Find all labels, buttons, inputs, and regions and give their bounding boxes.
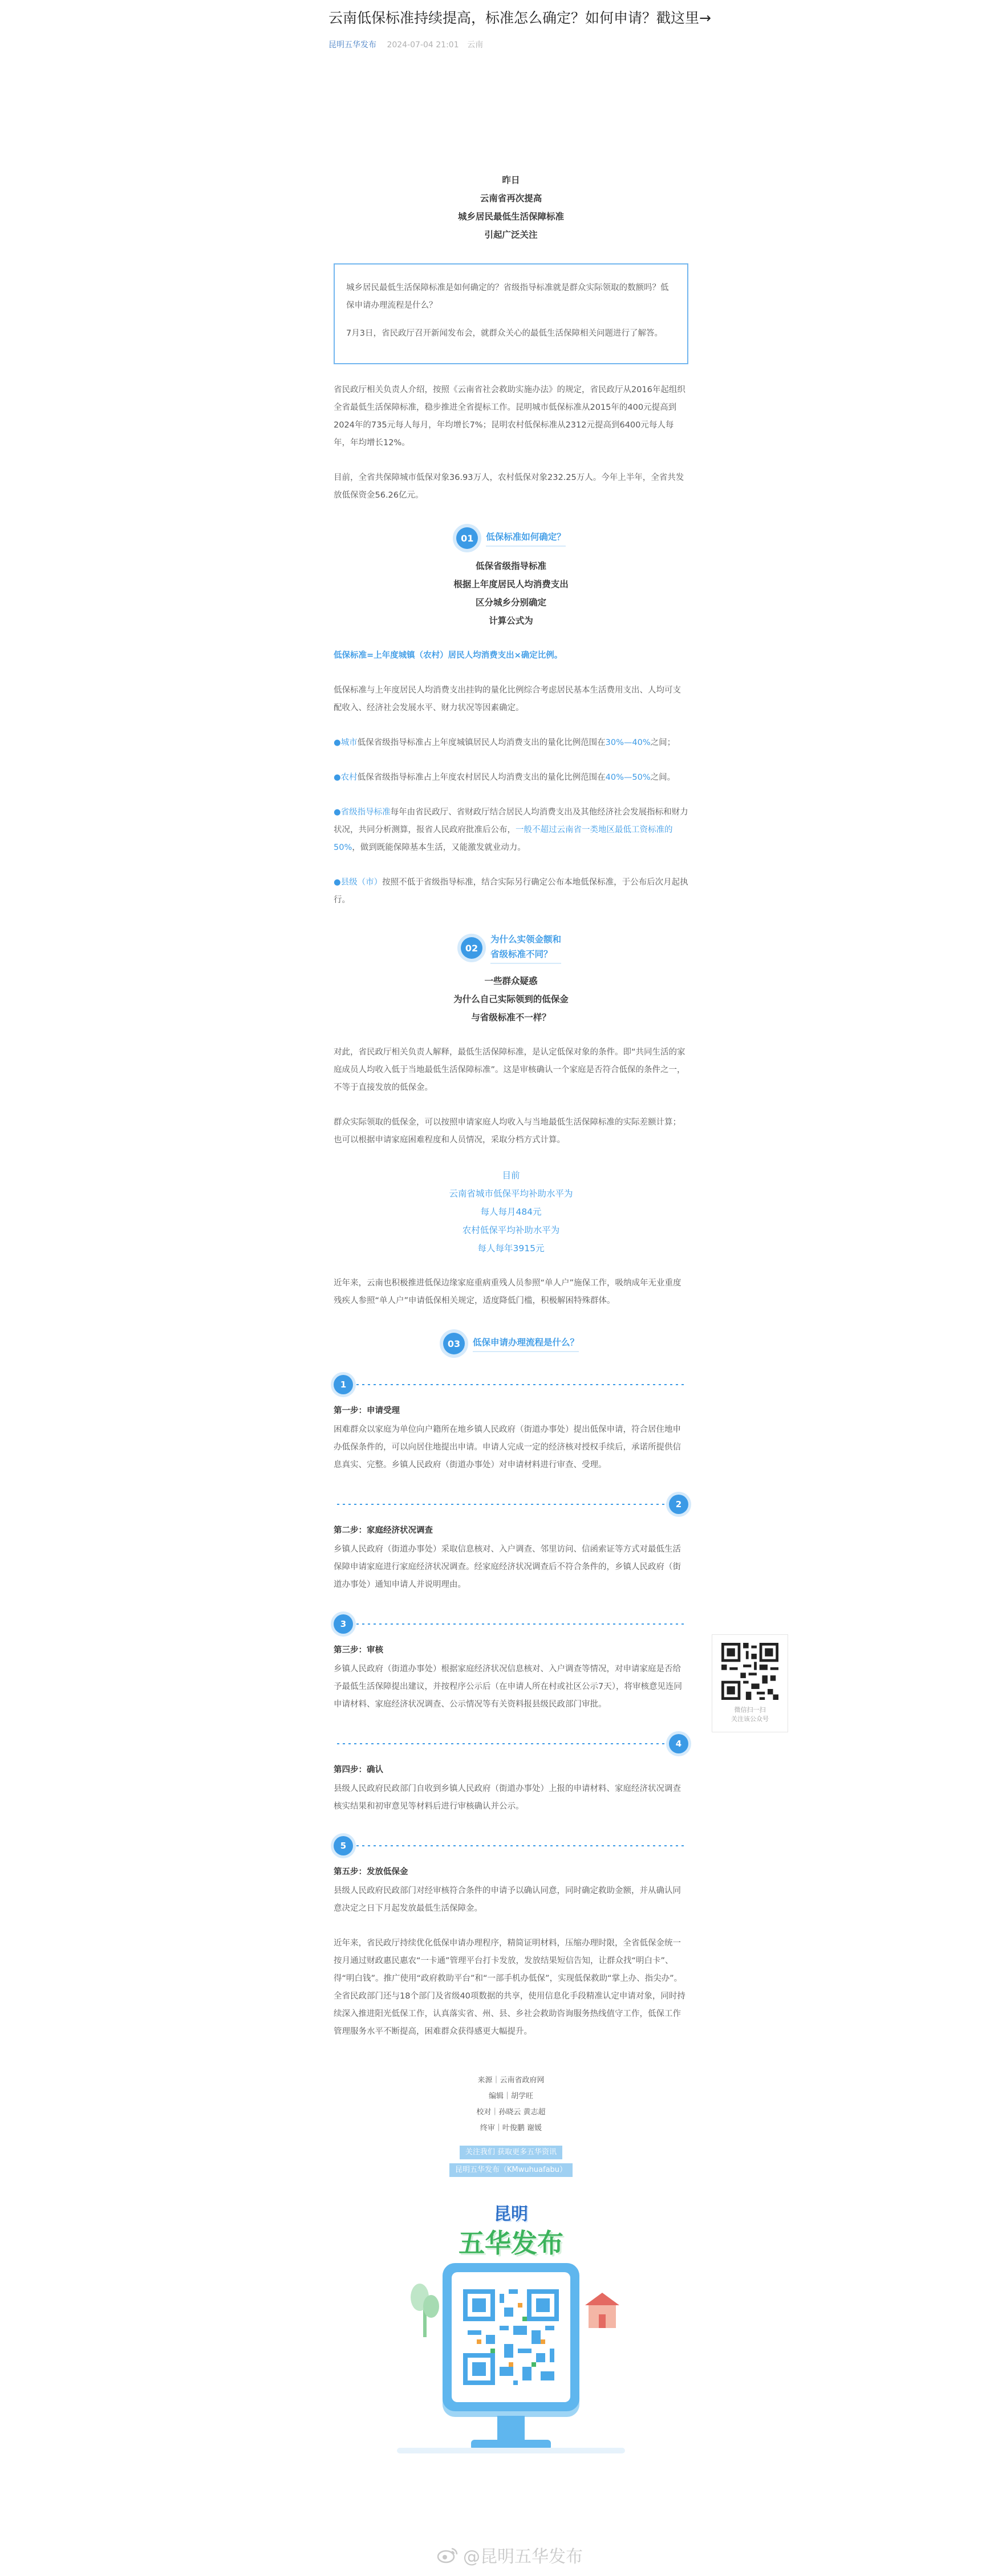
- bullet-label: ●省级指导标准: [334, 808, 391, 817]
- article-source-link[interactable]: 昆明五华发布: [328, 40, 376, 50]
- poster-logo: [431, 2200, 591, 2257]
- process-step: [334, 1495, 688, 1594]
- step-badge: [334, 1836, 688, 1855]
- qr-follow-card[interactable]: [712, 1634, 788, 1732]
- step-text: 乡镇人民政府（街道办事处）采取信息核对、入户调查、邻里访问、信函索证等方式对最低生活保障申请家庭进行家庭经济状况调查。经家庭经济状况调查后不符合条件的，乡镇人民政府（街道办事处）通知申请人并说明理由。: [334, 1545, 681, 1589]
- summary-line: 区分城乡分别确定: [475, 597, 546, 608]
- city-standard-paragraph: [334, 734, 688, 752]
- tablet-stand: [497, 2416, 525, 2443]
- section-title: [490, 932, 561, 964]
- step-text: 乡镇人民政府（街道办事处）根据家庭经济状况信息核对、入户调查等情况，对申请家庭是否给予最低生活保障提出建议，并按程序公示后（在申请人所在村或社区公示7天），将审核意见连同申请材料、家庭经济状况调查、公示情况等有关资料报县级民政部门审批。: [334, 1665, 682, 1709]
- wage-highlight: 一般不超过云南省一类地区最低工资标准的50%: [334, 825, 673, 852]
- weibo-icon: [437, 2546, 459, 2563]
- building-icon: [579, 2286, 625, 2331]
- bullet-tail: ，做到既能保障基本生活，又能激发就业动力。: [352, 843, 526, 852]
- qr-caption-line: 微信扫一扫: [734, 1706, 766, 1714]
- credit-line: 终审｜叶俊鹏 谢媛: [480, 2124, 542, 2133]
- bullet-text: 按照不低于省级指导标准，结合实际另行确定公布本地低保标准，于公布后次月起执行。: [334, 878, 688, 905]
- article-header: [328, 8, 785, 50]
- summary-paragraph: 城乡居民最低生活保障标准是如何确定的？省级指导标准就是群众实际领取的数额吗？低保申请办理流程是什么？: [346, 283, 669, 310]
- follow-tagline: [334, 2143, 688, 2179]
- body-paragraph: 低保标准与上年度居民人均消费支出挂钩的量化比例综合考虑居民基本生活费用支出、人均可支配收入、经济社会发展水平、财力状况等因素确定。: [334, 686, 681, 713]
- stats-line: 每人每年3915元: [477, 1243, 545, 1254]
- weibo-watermark: [437, 2541, 583, 2569]
- section-title: 低保标准如何确定？: [486, 530, 566, 547]
- article-title: 云南低保标准持续提高，标准怎么确定？如何申请？戳这里→: [328, 10, 711, 26]
- bullet-tail: 之间；: [650, 738, 676, 747]
- bullet-label: ●城市: [334, 738, 358, 747]
- summary-box: [334, 263, 688, 364]
- article-datetime: 2024-07-04 21:01: [387, 40, 459, 50]
- qr-card-caption: [720, 1706, 780, 1724]
- article-meta: [328, 39, 785, 50]
- county-standard-paragraph: [334, 874, 688, 909]
- bullet-label: ●县级（市）: [334, 878, 383, 887]
- intro-line: 云南省再次提高: [480, 193, 542, 204]
- bullet-text: 每年由省民政厅、省财政厅结合居民人均消费支出及其他经济社会发展指标和财力状况，共同分析测算，报省人民政府批准后公布，: [334, 808, 688, 835]
- plant-icon: [408, 2274, 443, 2337]
- qr-code-icon[interactable]: [463, 2284, 559, 2391]
- summary-paragraph: 7月3日，省民政厅召开新闻发布会，就群众关心的最低生活保障相关问题进行了解答。: [346, 329, 663, 338]
- body-paragraph: 近年来，省民政厅持续优化低保申请办理程序，精简证明材料，压缩办理时限，全省低保金统一按月通过财政惠民惠农“一卡通”管理平台打卡发放，发放结果短信告知，让群众找“明白卡”、得“明白钱”。推广使用“政府救助平台”和“一部手机办低保”，实现低保救助“掌上办、指尖办”。全省民政部门还与18个部门及省级40项数据的共享，使用信息化手段精准认定申请对象，同时持续深入推进阳光低保工作，认真落实省、州、县、乡社会救助咨询服务热线值守工作，低保工作管理服务水平不断提高，困难群众获得感更大幅提升。: [334, 1939, 685, 2036]
- credit-line: 来源｜云南省政府网: [477, 2076, 545, 2085]
- section-1-summary: [334, 557, 688, 630]
- rural-standard-paragraph: [334, 769, 688, 787]
- step-badge: [334, 1734, 688, 1753]
- bullet-text: 低保省级指导标准占上年度农村居民人均消费支出的量化比例范围在: [357, 773, 606, 782]
- subsidy-stats: [334, 1166, 688, 1258]
- body-paragraph: 群众实际领取的低保金，可以按照申请家庭人均收入与当地最低生活保障标准的实际差额计算；也可以根据申请家庭困难程度和人员情况，采取分档方式计算。: [334, 1118, 681, 1145]
- section-number-badge: 03: [443, 1333, 465, 1354]
- summary-line: 根据上年度居民人均消费支出: [453, 579, 569, 589]
- stats-line: 农村低保平均补助水平为: [462, 1225, 560, 1235]
- summary-line: 与省级标准不一样？: [471, 1012, 551, 1023]
- step-divider: [337, 1743, 666, 1744]
- qr-caption-line: 关注该公众号: [731, 1715, 769, 1723]
- intro-line: 城乡居民最低生活保障标准: [457, 211, 564, 222]
- tagline-line: 昆明五华发布（KMwuhuafabu）: [449, 2163, 573, 2177]
- provincial-standard-paragraph: [334, 804, 688, 857]
- stats-line: 云南省城市低保平均补助水平为: [449, 1189, 573, 1199]
- body-paragraph: 省民政厅相关负责人介绍，按照《云南省社会救助实施办法》的规定，省民政厅从2016年起组织全省最低生活保障标准，稳步推进全省提标工作。昆明城市低保标准从2015年的400元提高到2024年的735元每人每月，年均增长7%；昆明农村低保标准从2312元提高到6400元每人每年，年均增长12%。: [334, 385, 685, 447]
- article-content: [334, 171, 688, 2463]
- tagline-line: 关注我们 获取更多五华资讯: [460, 2146, 562, 2159]
- credits: [334, 2073, 688, 2137]
- poster-ground: [397, 2448, 625, 2453]
- section-1-header: [334, 527, 688, 549]
- qr-code-icon[interactable]: [721, 1643, 778, 1700]
- process-step: [334, 1836, 688, 1918]
- section-number-badge: 02: [461, 937, 482, 959]
- intro-block: [334, 171, 688, 244]
- section-title-line: 为什么实领金额和: [490, 934, 561, 945]
- step-title: 第四步：确认: [334, 1765, 383, 1775]
- section-2-header: [334, 932, 688, 964]
- process-step: [334, 1734, 688, 1816]
- poster-logo-top: 昆明: [494, 2204, 528, 2224]
- step-divider: [356, 1623, 685, 1625]
- summary-line: 一些群众疑惑: [484, 976, 538, 986]
- step-number: 2: [669, 1495, 688, 1514]
- stats-line: 每人每月484元: [480, 1207, 542, 1217]
- body-paragraph: 目前，全省共保障城市低保对象36.93万人，农村低保对象232.25万人。今年上半年，全省共发放低保资金56.26亿元。: [334, 473, 684, 500]
- process-step: [334, 1614, 688, 1714]
- step-title: 第三步：审核: [334, 1646, 383, 1655]
- section-title: 低保申请办理流程是什么？: [473, 1335, 579, 1352]
- bullet-label: ●农村: [334, 773, 358, 782]
- section-number-badge: 01: [456, 527, 478, 549]
- step-number: 4: [669, 1734, 688, 1753]
- body-paragraph: 对此，省民政厅相关负责人解释，最低生活保障标准，是认定低保对象的条件。即“共同生活的家庭成员人均收入低于当地最低生活保障标准”。这是审核确认一个家庭是否符合低保的条件之一，不等于直接发放的低保金。: [334, 1048, 685, 1092]
- qr-tablet: [443, 2263, 579, 2411]
- step-badge: [334, 1495, 688, 1514]
- range-highlight: 30%—40%: [605, 738, 651, 747]
- step-text: 县级人民政府民政部门自收到乡镇人民政府（街道办事处）上报的申请材料、家庭经济状况调查核实结果和初审意见等材料后进行审核确认并公示。: [334, 1784, 681, 1811]
- section-3-header: [334, 1333, 688, 1354]
- bullet-tail: 之间。: [650, 773, 676, 782]
- watermark-text: @昆明五华发布: [463, 2547, 583, 2567]
- step-text: 县级人民政府民政部门对经审核符合条件的申请予以确认同意，同时确定救助金额，并从确认同意决定之日下月起发放最低生活保障金。: [334, 1886, 681, 1913]
- step-divider: [356, 1845, 685, 1846]
- summary-line: 为什么自己实际领到的低保金: [453, 994, 569, 1004]
- section-2-summary: [334, 972, 688, 1027]
- tablet-screen: [452, 2272, 570, 2402]
- step-badge: [334, 1614, 688, 1634]
- step-title: 第二步：家庭经济状况调查: [334, 1526, 433, 1535]
- step-title: 第一步：申请受理: [334, 1406, 400, 1415]
- step-divider: [356, 1384, 685, 1385]
- step-number: 1: [334, 1375, 353, 1394]
- brand-poster: [397, 2200, 625, 2463]
- body-paragraph: 近年来，云南也积极推进低保边缘家庭重病重残人员参照“单人户”施保工作，吸纳成年无业重度残疾人参照“单人户”申请低保相关规定，适度降低门槛，积极解困特殊群体。: [334, 1279, 681, 1305]
- step-text: 困难群众以家庭为单位向户籍所在地乡镇人民政府（街道办事处）提出低保申请，符合居住地申办低保条件的，可以向居住地提出申请。申请人完成一定的经济核对授权手续后，承诺所提供信息真实、完整。乡镇人民政府（街道办事处）对申请材料进行审查、受理。: [334, 1425, 681, 1470]
- step-divider: [337, 1504, 666, 1505]
- step-number: 3: [334, 1614, 353, 1634]
- formula-text: 低保标准=上年度城镇（农村）居民人均消费支出×确定比例。: [334, 651, 563, 660]
- bullet-text: 低保省级指导标准占上年度城镇居民人均消费支出的量化比例范围在: [357, 738, 606, 747]
- summary-line: 计算公式为: [489, 616, 533, 626]
- section-title-line: 省级标准不同？: [490, 949, 553, 959]
- poster-logo-bottom: 五华发布: [459, 2228, 563, 2258]
- credit-line: 校对｜孙晓云 黄志超: [476, 2108, 546, 2117]
- process-step: [334, 1375, 688, 1474]
- step-number: 5: [334, 1836, 353, 1855]
- intro-line: 引起广泛关注: [484, 230, 538, 240]
- stats-line: 目前: [502, 1170, 520, 1181]
- range-highlight: 40%—50%: [605, 773, 651, 782]
- summary-line: 低保省级指导标准: [475, 561, 546, 571]
- step-title: 第五步：发放低保金: [334, 1867, 408, 1877]
- credit-line: 编辑｜胡学旺: [488, 2092, 533, 2101]
- step-badge: [334, 1375, 688, 1394]
- article-location: 云南: [467, 40, 484, 50]
- intro-line: 昨日: [502, 175, 520, 185]
